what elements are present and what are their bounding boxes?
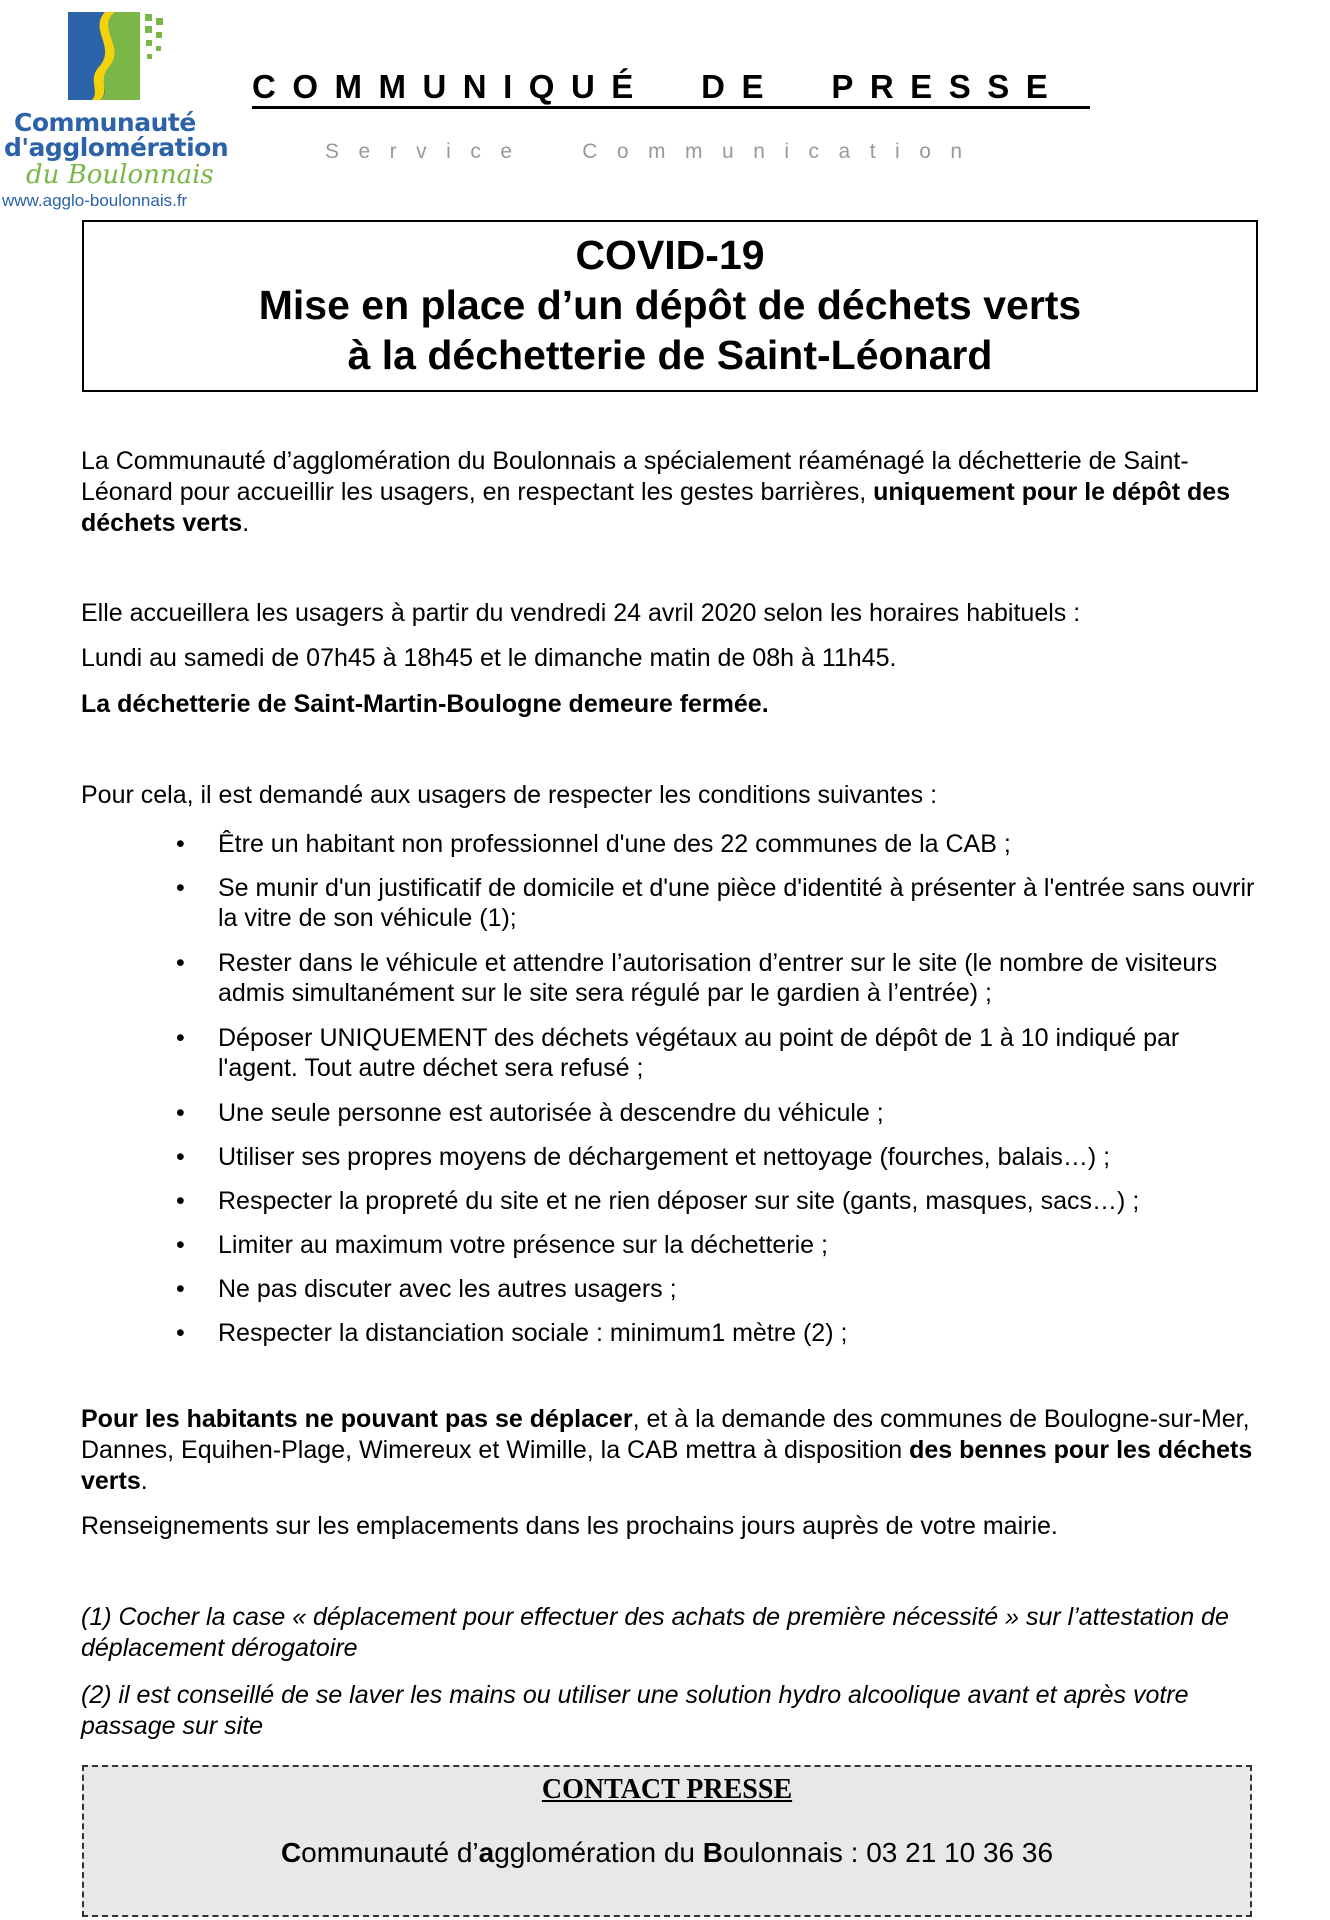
conditions-list [218, 829, 1266, 1348]
intro-text: La Communauté d’agglomération du Boulonnais a spécialement réaménagé la déchetterie de Saint-Léonard pour accueillir les usagers, en respectant les gestes barrières, [81, 447, 1189, 506]
logo-line-3: du Boulonnais [26, 160, 214, 190]
contact-box [82, 1765, 1252, 1917]
press-release-heading: COMMUNIQUÉ DE PRESSE [252, 68, 1065, 105]
title-box [82, 220, 1258, 392]
logo-emblem-icon [0, 8, 215, 113]
contact-line [84, 1837, 1250, 1869]
conditions-intro: Pour cela, il est demandé aux usagers de respecter les conditions suivantes : [81, 781, 938, 809]
closure-notice: La déchetterie de Saint-Martin-Boulogne demeure fermée. [81, 690, 769, 718]
contact-initial-c: C [280, 1837, 302, 1868]
intro-end: . [242, 509, 250, 537]
list-item: • Être un habitant non professionnel d'une des 22 communes de la CAB ; [218, 829, 1266, 859]
schedule-line-2: Lundi au samedi de 07h45 à 18h45 et le dimanche matin de 08h à 11h45. [81, 644, 897, 672]
contact-text-2: gglomération du [494, 1837, 703, 1868]
heading-underline [252, 106, 1090, 109]
residents-text: , et à la demande des communes de Boulogne-sur-Mer, Dannes, Equihen-Plage, Wimereux et Wimille, la CAB mettra à disposition [81, 1405, 1250, 1464]
list-item: • Ne pas discuter avec les autres usagers ; [218, 1274, 1266, 1304]
residents-bold-2: des bennes pour les déchets verts [81, 1436, 1253, 1495]
list-item: • Utiliser ses propres moyens de déchargement et nettoyage (fourches, balais…) ; [218, 1142, 1266, 1172]
logo-line-1: Communauté [14, 108, 196, 137]
title-line-3: à la déchetterie de Saint-Léonard [347, 332, 993, 378]
logo-url: www.agglo-boulonnais.fr [2, 191, 188, 210]
agglo-logo [0, 8, 229, 213]
list-item: • Une seule personne est autorisée à descendre du véhicule ; [218, 1098, 1266, 1128]
logo-line-2: d'agglomération [4, 133, 229, 162]
contact-title: CONTACT PRESSE [541, 1774, 793, 1805]
list-item: • Respecter la distanciation sociale : minimum1 mètre (2) ; [218, 1318, 1266, 1348]
intro-paragraph [81, 446, 1261, 539]
contact-text-3: oulonnais : 03 21 10 36 36 [723, 1837, 1054, 1868]
contact-text-1: ommunauté d’ [301, 1837, 479, 1868]
list-item: • Déposer UNIQUEMENT des déchets végétaux au point de dépôt de 1 à 10 indiqué par l'agent. Tout autre déchet sera refusé ; [218, 1023, 1266, 1083]
footnote-1: (1) Cocher la case « déplacement pour effectuer des achats de première nécessité » sur l’attestation de déplacement dérogatoire [81, 1603, 1229, 1662]
service-label: Service Communication [325, 140, 982, 163]
list-item: • Rester dans le véhicule et attendre l’autorisation d’entrer sur le site (le nombre de visiteurs admis simultanément sur le site sera régulé par le gardien à l’entrée) ; [218, 948, 1266, 1008]
contact-initial-b: B [702, 1837, 723, 1868]
footnote-2: (2) il est conseillé de se laver les mains ou utiliser une solution hydro alcoolique avant et après votre passage sur site [81, 1681, 1189, 1740]
title-line-1: COVID-19 [575, 232, 765, 278]
schedule-line-1: Elle accueillera les usagers à partir du vendredi 24 avril 2020 selon les horaires habituels : [81, 599, 1081, 627]
residents-bold-1: Pour les habitants ne pouvant pas se déplacer [81, 1405, 633, 1433]
title-line-2: Mise en place d’un dépôt de déchets verts [258, 282, 1082, 328]
residents-paragraph [81, 1404, 1261, 1497]
list-item: • Se munir d'un justificatif de domicile et d'une pièce d'identité à présenter à l'entrée sans ouvrir la vitre de son véhicule (1); [218, 873, 1266, 933]
list-item: • Limiter au maximum votre présence sur la déchetterie ; [218, 1230, 1266, 1260]
intro-bold: uniquement pour le dépôt des déchets verts [81, 478, 1231, 537]
residents-info: Renseignements sur les emplacements dans les prochains jours auprès de votre mairie. [81, 1512, 1058, 1540]
residents-end: . [140, 1467, 148, 1495]
contact-initial-a: a [478, 1837, 495, 1868]
list-item: • Respecter la propreté du site et ne rien déposer sur site (gants, masques, sacs…) ; [218, 1186, 1266, 1216]
